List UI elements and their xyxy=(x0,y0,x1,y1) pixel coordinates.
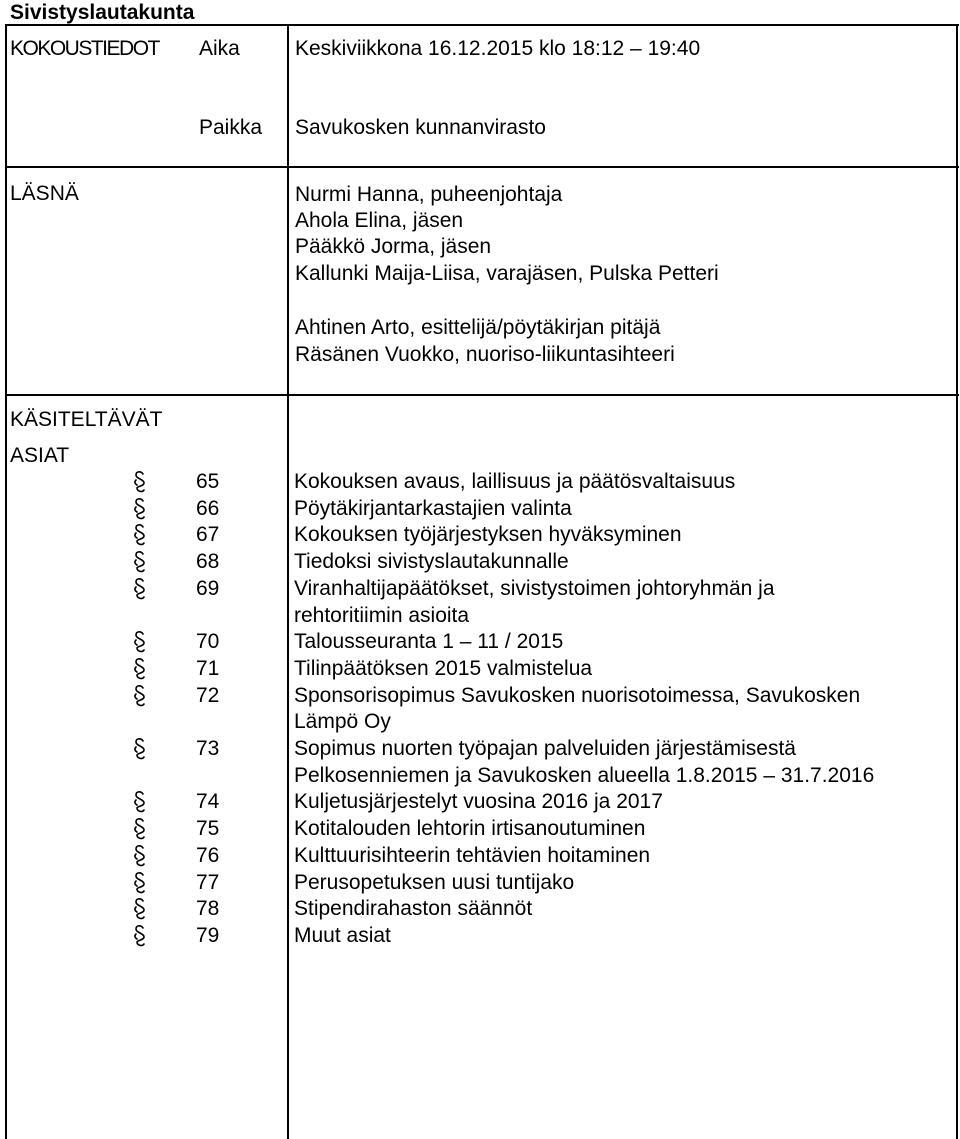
agenda-item-title xyxy=(294,896,950,923)
table-top-border xyxy=(5,24,959,26)
agenda-item-number: 77 xyxy=(196,870,220,894)
agenda-item xyxy=(10,576,950,629)
agenda-item-number: 68 xyxy=(196,550,220,574)
row-divider-attendance xyxy=(5,394,959,396)
agenda-item-title-line: Talousseuranta 1 – 11 / 2015 xyxy=(294,630,564,654)
section-sign-icon xyxy=(128,736,152,763)
agenda-item-number: 76 xyxy=(196,843,220,867)
attendance-label: LÄSNÄ xyxy=(10,182,79,205)
agenda-item xyxy=(10,816,950,843)
agenda-item-number: 65 xyxy=(196,470,220,493)
agenda-item-number: 78 xyxy=(196,897,220,921)
agenda-item xyxy=(10,469,950,496)
agenda-item-title xyxy=(294,789,950,816)
agenda-item xyxy=(10,683,950,736)
agenda-item xyxy=(10,496,950,523)
agenda-item-number: 70 xyxy=(196,630,220,654)
table-left-border xyxy=(5,24,7,1139)
section-sign-icon xyxy=(128,789,152,816)
agenda-item-title-line: Stipendirahaston säännöt xyxy=(294,897,533,921)
section-sign-icon xyxy=(128,870,152,897)
agenda-item-title xyxy=(294,816,950,843)
agenda-list xyxy=(10,469,950,950)
agenda-item-title xyxy=(294,923,950,950)
row-divider-meeting xyxy=(5,166,959,168)
table-right-border xyxy=(956,24,958,1139)
agenda-item-number: 72 xyxy=(196,683,220,707)
attendance-member: Nurmi Hanna, puheenjohtaja xyxy=(295,183,563,206)
agenda-item xyxy=(10,789,950,816)
agenda-item xyxy=(10,870,950,897)
agenda-item-title xyxy=(294,469,950,496)
agenda-item-number: 74 xyxy=(196,790,220,814)
agenda-item-title xyxy=(294,736,950,789)
section-sign-icon xyxy=(128,923,152,950)
section-sign-icon xyxy=(128,549,152,576)
agenda-item-title xyxy=(294,629,950,656)
section-sign-icon xyxy=(128,576,152,603)
attendance-other: Ahtinen Arto, esittelijä/pöytäkirjan pitäjä xyxy=(295,316,661,339)
agenda-item xyxy=(10,549,950,576)
agenda-item-title-line: Pöytäkirjantarkastajien valinta xyxy=(294,496,572,520)
section-sign-icon xyxy=(128,522,152,549)
attendance-member: Pääkkö Jorma, jäsen xyxy=(295,235,492,258)
agenda-item-title-line: Perusopetuksen uusi tuntijako xyxy=(294,870,575,894)
section-sign-icon xyxy=(128,816,152,843)
section-sign-icon xyxy=(128,656,152,683)
agenda-item-title-line: Muut asiat xyxy=(294,923,391,947)
agenda-item-title-line: Kulttuurisihteerin tehtävien hoitaminen xyxy=(294,843,651,867)
agenda-item-title-line: Kokouksen avaus, laillisuus ja päätösvaltaisuus xyxy=(294,470,736,493)
agenda-item-title-line: Sponsorisopimus Savukosken nuorisotoimessa, Savukosken xyxy=(294,683,861,707)
agenda-item-number: 75 xyxy=(196,817,220,841)
place-label: Paikka xyxy=(199,116,263,139)
agenda-item-title-line: Viranhaltijapäätökset, sivistystoimen johtoryhmän ja xyxy=(294,576,775,600)
agenda-label-line2: ASIAT xyxy=(10,444,70,467)
agenda-item-title xyxy=(294,843,950,870)
agenda-item xyxy=(10,896,950,923)
agenda-item-title-line: rehtoritiimin asioita xyxy=(294,603,470,627)
agenda-item-title xyxy=(294,522,950,549)
agenda-item xyxy=(10,923,950,950)
agenda-item-title xyxy=(294,496,950,523)
agenda-item-title xyxy=(294,683,950,736)
attendance-member: Kallunki Maija-Liisa, varajäsen, Pulska Petteri xyxy=(295,262,719,285)
agenda-item-title xyxy=(294,549,950,576)
organization-title: Sivistyslautakunta xyxy=(10,1,195,24)
agenda-item-title-line: Kotitalouden lehtorin irtisanoutuminen xyxy=(294,817,646,841)
agenda-item-title xyxy=(294,576,950,629)
section-sign-icon xyxy=(128,629,152,656)
agenda-item-number: 69 xyxy=(196,576,220,600)
agenda-item-number: 73 xyxy=(196,737,220,761)
agenda-item-title-line: Sopimus nuorten työpajan palveluiden järjestämisestä xyxy=(294,737,796,761)
agenda-item-title-line: Lämpö Oy xyxy=(294,710,391,734)
section-sign-icon xyxy=(128,843,152,870)
agenda-item-number: 79 xyxy=(196,923,220,947)
agenda-label-line1: KÄSITELTÄVÄT xyxy=(10,408,163,431)
agenda-item-title xyxy=(294,656,950,683)
time-value: Keskiviikkona 16.12.2015 klo 18:12 – 19:40 xyxy=(295,37,701,60)
meeting-section-label: KOKOUSTIEDOT xyxy=(10,37,159,60)
place-value: Savukosken kunnanvirasto xyxy=(295,116,546,139)
attendance-other: Räsänen Vuokko, nuoriso-liikuntasihteeri xyxy=(295,343,675,366)
attendance-member: Ahola Elina, jäsen xyxy=(295,209,464,232)
agenda-item-number: 67 xyxy=(196,523,220,547)
agenda-item-number: 71 xyxy=(196,656,220,680)
section-sign-icon xyxy=(128,896,152,923)
agenda-item-number: 66 xyxy=(196,496,220,520)
section-sign-icon xyxy=(128,496,152,523)
section-sign-icon xyxy=(128,469,152,496)
agenda-item xyxy=(10,736,950,789)
section-sign-icon xyxy=(128,683,152,710)
agenda-item xyxy=(10,522,950,549)
agenda-item-title xyxy=(294,870,950,897)
agenda-item-title-line: Kokouksen työjärjestyksen hyväksyminen xyxy=(294,523,682,547)
agenda-item xyxy=(10,656,950,683)
time-label: Aika xyxy=(199,37,240,60)
agenda-item-title-line: Tilinpäätöksen 2015 valmistelua xyxy=(294,656,593,680)
agenda-item xyxy=(10,629,950,656)
agenda-item xyxy=(10,843,950,870)
agenda-item-title-line: Kuljetusjärjestelyt vuosina 2016 ja 2017 xyxy=(294,790,663,814)
agenda-item-title-line: Tiedoksi sivistyslautakunnalle xyxy=(294,550,569,574)
agenda-item-title-line: Pelkosenniemen ja Savukosken alueella 1.8.2015 – 31.7.2016 xyxy=(294,763,875,787)
